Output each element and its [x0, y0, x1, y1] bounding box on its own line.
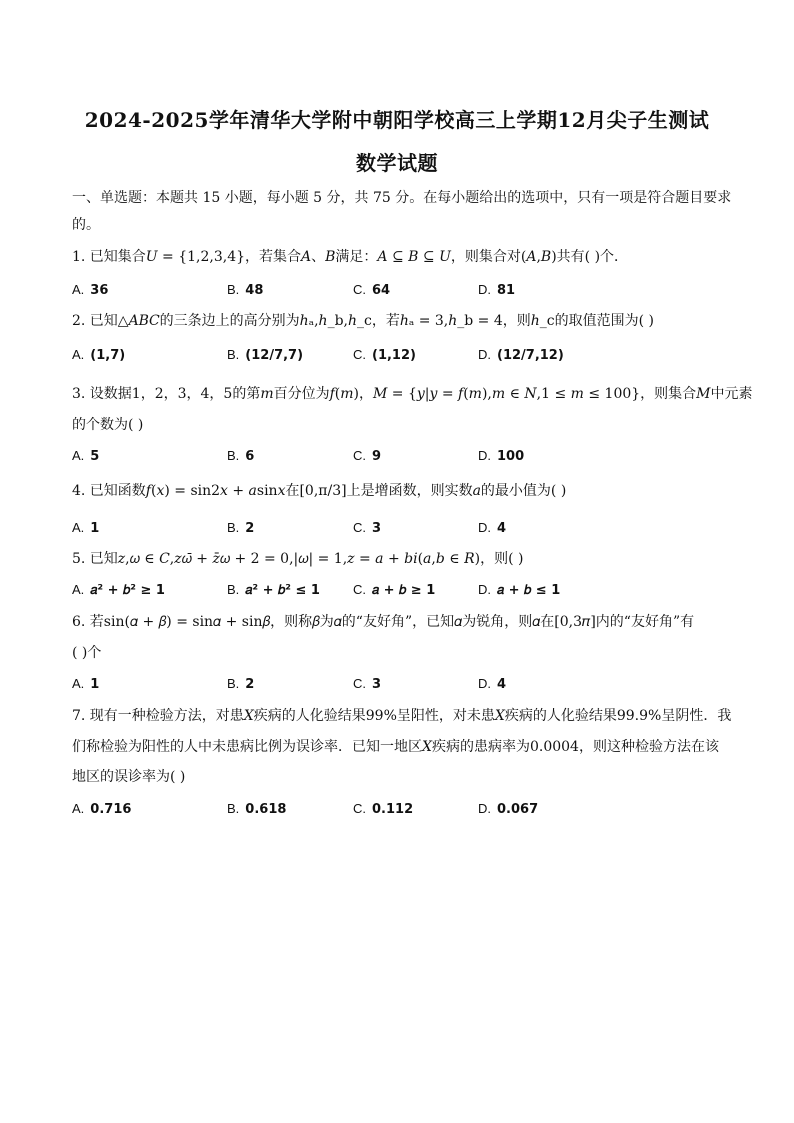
question-3-choice-b[interactable] — [227, 446, 254, 467]
section-intro-line-1: 一、单选题：本题共 15 小题，每小题 5 分，共 75 分。在每小题给出的选项中，只有一项是符合题目要求 — [72, 190, 732, 206]
choice-label: A. — [72, 347, 85, 362]
choice-label: D. — [478, 282, 491, 297]
question-7-choice-d[interactable] — [478, 799, 538, 820]
choice-value: 5 — [90, 449, 100, 464]
choice-label: C. — [353, 801, 366, 816]
question-7-text-line-2: 们称检验为阳性的人中未患病比例为误诊率．已知一地区𝑋疾病的患病率为0.0004，则这种检验方法在该 — [72, 739, 719, 755]
choice-value: 1 — [90, 521, 100, 536]
choice-label: D. — [478, 582, 491, 597]
choice-label: D. — [478, 347, 491, 362]
choice-value: 2 — [245, 521, 255, 536]
choice-label: C. — [353, 347, 366, 362]
choice-value: 3 — [372, 521, 382, 536]
choice-label: B. — [227, 801, 240, 816]
question-3-choice-c[interactable] — [353, 446, 381, 467]
choice-label: A. — [72, 582, 85, 597]
question-1-choice-d[interactable] — [478, 280, 515, 301]
choice-value: 64 — [372, 283, 391, 298]
choice-label: B. — [227, 676, 240, 691]
choice-value: 𝑎² + 𝑏² ≤ 1 — [245, 583, 320, 598]
choice-label: A. — [72, 282, 85, 297]
question-2-choice-c[interactable] — [353, 345, 416, 366]
choice-label: D. — [478, 801, 491, 816]
question-5-choice-c[interactable] — [353, 580, 435, 601]
question-7-choices — [72, 799, 722, 823]
question-6-choice-c[interactable] — [353, 674, 381, 695]
exam-subtitle: 数学试题 — [356, 151, 438, 175]
choice-label: B. — [227, 448, 240, 463]
choice-label: C. — [353, 520, 366, 535]
question-4-choice-a[interactable] — [72, 518, 99, 539]
question-3-choice-d[interactable] — [478, 446, 524, 467]
choice-value: 9 — [372, 449, 382, 464]
question-1-text: 1. 已知集合𝑈 = {1,2,3,4}，若集合𝐴、𝐵满足：𝐴 ⊆ 𝐵 ⊆ 𝑈，则集合对(𝐴,𝐵)共有( )个． — [72, 249, 629, 265]
choice-label: B. — [227, 282, 240, 297]
question-4-choice-d[interactable] — [478, 518, 506, 539]
question-1-choice-c[interactable] — [353, 280, 390, 301]
choice-label: A. — [72, 676, 85, 691]
question-6-text-line-1: 6. 若sin(𝛼 + 𝛽) = sin𝛼 + sin𝛽，则称𝛽为𝛼的“友好角”，已知𝛼为锐角，则𝛼在[0,3𝜋]内的“友好角”有 — [72, 614, 695, 630]
question-6-choice-a[interactable] — [72, 674, 99, 695]
choice-value: 4 — [497, 677, 507, 692]
choice-label: D. — [478, 520, 491, 535]
question-7-choice-c[interactable] — [353, 799, 413, 820]
question-7-choice-a[interactable] — [72, 799, 131, 820]
question-6-choices — [72, 674, 722, 698]
choice-value: 81 — [497, 283, 516, 298]
question-5-choice-d[interactable] — [478, 580, 560, 601]
choice-value: 36 — [90, 283, 109, 298]
choice-value: 𝑎² + 𝑏² ≥ 1 — [90, 583, 165, 598]
choice-label: A. — [72, 448, 85, 463]
question-4-choice-c[interactable] — [353, 518, 381, 539]
question-4-choice-b[interactable] — [227, 518, 254, 539]
question-6-choice-d[interactable] — [478, 674, 506, 695]
choice-value: 1 — [90, 677, 100, 692]
choice-label: D. — [478, 676, 491, 691]
choice-label: B. — [227, 582, 240, 597]
question-3-choice-a[interactable] — [72, 446, 99, 467]
choice-label: C. — [353, 676, 366, 691]
question-6-choice-b[interactable] — [227, 674, 254, 695]
choice-value: (1,12) — [372, 348, 416, 363]
choice-value: (12/7,12) — [497, 348, 564, 363]
choice-value: 𝑎 + 𝑏 ≤ 1 — [497, 583, 561, 598]
choice-label: A. — [72, 520, 85, 535]
question-3-text-line-1: 3. 设数据1，2，3，4，5的第𝑚百分位为𝑓(𝑚)，𝑀 = {𝑦|𝑦 = 𝑓(𝑚),𝑚 ∈ 𝑁,1 ≤ 𝑚 ≤ 100}，则集合𝑀中元素 — [72, 386, 753, 402]
choice-value: 4 — [497, 521, 507, 536]
choice-label: D. — [478, 448, 491, 463]
question-1-choice-b[interactable] — [227, 280, 263, 301]
section-intro-line-2: 的。 — [72, 217, 100, 233]
choice-value: 100 — [497, 449, 525, 464]
choice-value: 48 — [245, 283, 264, 298]
question-5-choice-b[interactable] — [227, 580, 320, 601]
question-7-text-line-3: 地区的误诊率为( ) — [72, 769, 186, 785]
question-7-text-line-1: 7. 现有一种检验方法，对患𝑋疾病的人化验结果99%呈阳性，对未患𝑋疾病的人化验结果99.9%呈阴性．我 — [72, 708, 732, 724]
choice-value: 6 — [245, 449, 255, 464]
question-1-choices — [72, 280, 722, 304]
choice-value: 0.618 — [245, 802, 287, 817]
choice-label: B. — [227, 520, 240, 535]
choice-value: 𝑎 + 𝑏 ≥ 1 — [372, 583, 436, 598]
choice-value: 0.112 — [372, 802, 414, 817]
choice-label: C. — [353, 582, 366, 597]
question-6-text-line-2: ( )个 — [72, 645, 102, 661]
question-3-choices — [72, 446, 722, 470]
question-7-choice-b[interactable] — [227, 799, 286, 820]
question-2-choices — [72, 345, 722, 369]
choice-value: (12/7,7) — [245, 348, 304, 363]
question-2-choice-d[interactable] — [478, 345, 564, 366]
choice-value: 2 — [245, 677, 255, 692]
question-1-choice-a[interactable] — [72, 280, 108, 301]
choice-value: 0.716 — [90, 802, 132, 817]
question-4-choices — [72, 518, 722, 542]
question-2-choice-a[interactable] — [72, 345, 125, 366]
choice-value: (1,7) — [90, 348, 126, 363]
choice-value: 0.067 — [497, 802, 539, 817]
question-3-text-line-2: 的个数为( ) — [72, 417, 144, 433]
question-5-choice-a[interactable] — [72, 580, 165, 601]
question-5-text: 5. 已知𝑧,𝜔 ∈ 𝐶,𝑧𝜔̄ + 𝑧̄𝜔 + 2 = 0,|𝜔| = 1,𝑧 = 𝑎 + 𝑏𝑖(𝑎,𝑏 ∈ 𝑅)，则( ) — [72, 551, 524, 567]
question-4-text: 4. 已知函数𝑓(𝑥) = sin2𝑥 + 𝑎sin𝑥在[0,π/3]上是增函数，则实数𝑎的最小值为( ) — [72, 483, 567, 499]
choice-label: A. — [72, 801, 85, 816]
exam-title: 2024-2025学年清华大学附中朝阳学校高三上学期12月尖子生测试 — [84, 108, 710, 132]
choice-label: C. — [353, 282, 366, 297]
choice-value: 3 — [372, 677, 382, 692]
question-2-choice-b[interactable] — [227, 345, 303, 366]
question-5-choices — [72, 580, 722, 604]
choice-label: B. — [227, 347, 240, 362]
question-2-text: 2. 已知△𝐴𝐵𝐶的三条边上的高分别为ℎₐ,ℎ_b,ℎ_c，若ℎₐ = 3,ℎ_b = 4，则ℎ_c的取值范围为( ) — [72, 313, 654, 329]
choice-label: C. — [353, 448, 366, 463]
